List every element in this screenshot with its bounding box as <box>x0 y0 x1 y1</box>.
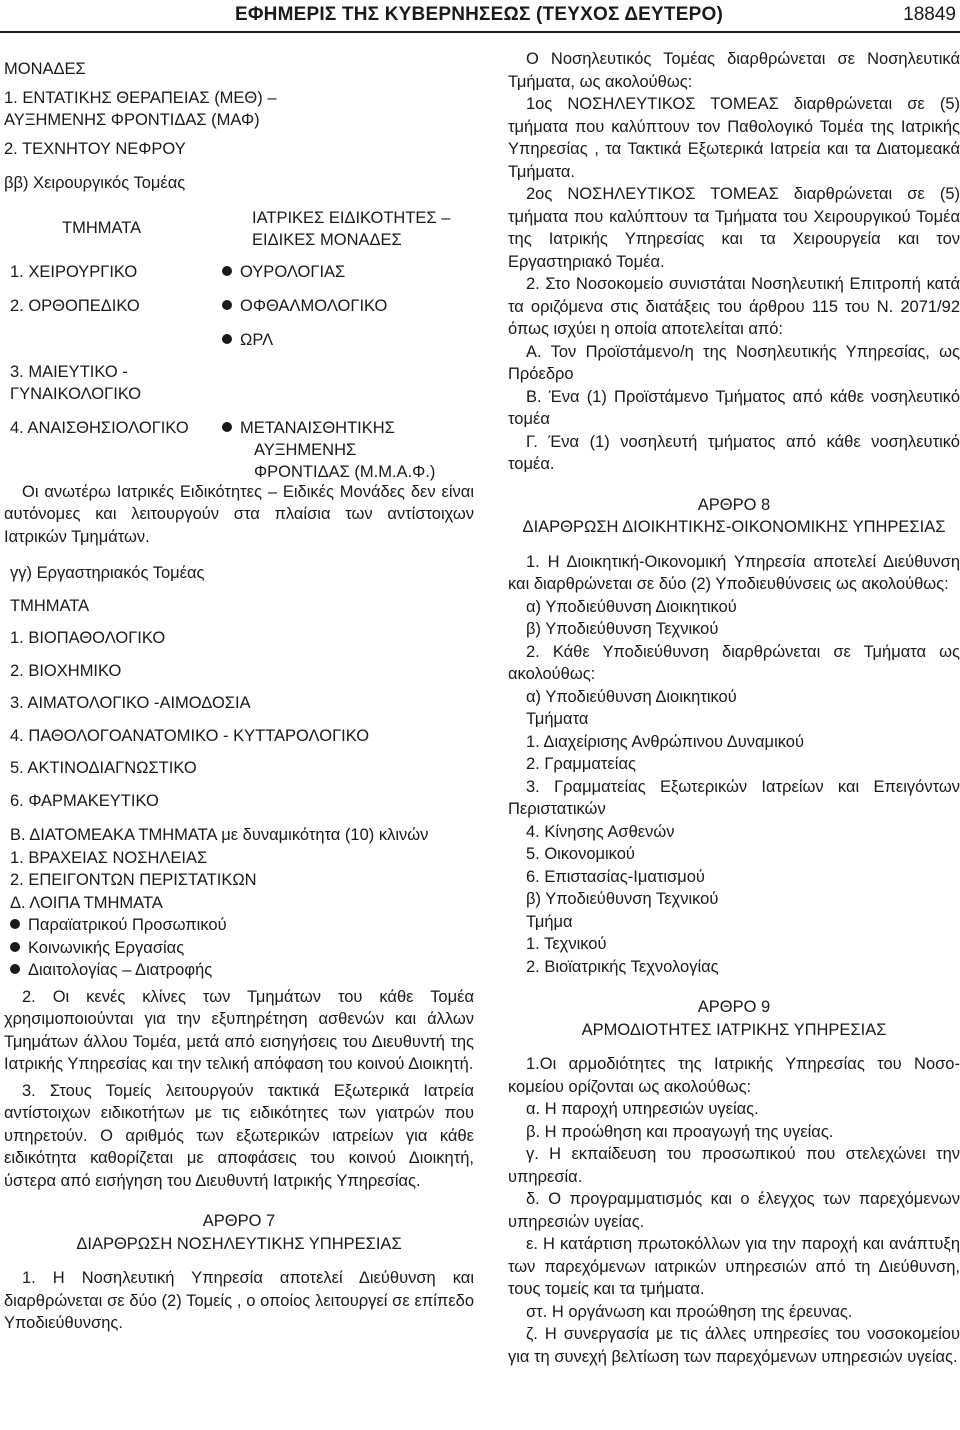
list-item: 2. Βιοϊατρικής Τεχνολογίας <box>526 957 719 976</box>
table-cell: ΟΦΘΑΛΜΟΛΟΓΙΚΟ <box>222 295 387 318</box>
table-header: ΙΑΤΡΙΚΕΣ ΕΙΔΙΚΟΤΗΤΕΣ – <box>252 208 451 227</box>
table-cell: 1. ΧΕΙΡΟΥΡΓΙΚΟ <box>10 262 138 281</box>
list-item: 4. Κίνησης Ασθενών <box>526 822 675 841</box>
lab-header: ΤΜΗΜΑΤΑ <box>10 596 90 615</box>
paragraph: 1.Οι αρμοδιότητες της Ιατρικής Υπηρεσίας του Νοσοκομείου ορίζονται ως ακολούθως: <box>508 1055 960 1096</box>
bullet-icon <box>222 266 232 276</box>
paragraph: 2. Κάθε Υποδιεύθυνση διαρθρώνεται σε Τμήματα ως ακολούθως: <box>508 642 960 683</box>
article-subtitle: ΔΙΑΡΘΡΩΣΗ ΔΙΟΙΚΗΤΙΚΗΣ-ΟΙΚΟΝΟΜΙΚΗΣ ΥΠΗΡΕΣΙΑΣ <box>522 518 946 536</box>
cross-sector-item: 1. ΒΡΑΧΕΙΑΣ ΝΟΣΗΛΕΙΑΣ <box>10 848 208 867</box>
header-rule <box>0 31 960 33</box>
other-department-item: Διαιτολογίας – Διατροφής <box>4 959 474 982</box>
committee-item: Γ. Ένα (1) νοσηλευτή τμήματος από κάθε νοσηλευτικό τομέα. <box>508 432 960 473</box>
list-item: α) Υποδιεύθυνση Διοικητικού <box>526 687 737 706</box>
article-title: ΑΡΘΡΟ 8 <box>697 495 771 514</box>
bullet-icon <box>10 942 20 952</box>
list-item: 6. Επιστασίας-Ιματισμού <box>526 867 705 886</box>
gazette-title: ΕΦΗΜΕΡΙΣ ΤΗΣ ΚΥΒΕΡΝΗΣΕΩΣ (ΤΕΥΧΟΣ ΔΕΥΤΕΡΟ) <box>235 4 723 25</box>
list-item: 5. Οικονομικού <box>526 845 635 863</box>
table-cell: ΦΡΟΝΤΙΔΑΣ (Μ.Μ.Α.Φ.) <box>254 462 436 481</box>
lab-item: 4. ΠΑΘΟΛΟΓΟΑΝΑΤΟΜΙΚΟ - ΚΥΤΤΑΡΟΛΟΓΙΚΟ <box>10 726 370 745</box>
paragraph: 2. Στο Νοσοκομείο συνιστάται Νοσηλευτική Επιτροπή κατά τα οριζόμενα στις διατάξεις του άρθρου 115 του Ν. 2071/92 όπως ισχύει η οποία αποτελείται από: <box>508 275 960 338</box>
other-department-item: Παραϊατρικού Προσωπικού <box>4 914 474 937</box>
bullet-icon <box>222 300 232 310</box>
list-item: δ. Ο προγραμματισμός και ο έλεγχος των παρεχόμενων υπηρεσιών υγείας. <box>508 1190 960 1231</box>
page-number: 18849 <box>903 4 956 25</box>
cross-sector-item: 2. ΕΠΕΙΓΟΝΤΩΝ ΠΕΡΙΣΤΑΤΙΚΩΝ <box>10 871 257 889</box>
paragraph: 2. Οι κενές κλίνες των Τμημάτων του κάθε Τομέα χρησιμοποιούνται για την εξυπηρέτηση ασθενών και άλλων Τμημάτων άλλου Τομέα, μετά από εισηγήσεις του Διευθυντή της Ιατρικής Υπηρεσίας και την τελική απόφαση του κοινού Διοικητή. <box>4 987 474 1073</box>
article-subtitle: ΑΡΜΟΔΙΟΤΗΤΕΣ ΙΑΤΡΙΚΗΣ ΥΠΗΡΕΣΙΑΣ <box>581 1020 887 1039</box>
bullet-icon <box>222 422 232 432</box>
table-header: ΤΜΗΜΑΤΑ <box>62 218 142 237</box>
unit-item: 2. ΤΕΧΝΗΤΟΥ ΝΕΦΡΟΥ <box>4 139 186 158</box>
paragraph: 1ος ΝΟΣΗΛΕΥΤΙΚΟΣ ΤΟΜΕΑΣ διαρθρώνεται σε (5) τμήματα που καλύπτουν τον Παθολογικό Τομέα της Ιατρικής Υπηρεσίας , τα Τακτικά Εξωτερικά Ιατρεία και τα Διατομεακά Τμήματα. <box>508 95 960 181</box>
paragraph: Ο Νοσηλευτικός Τομέας διαρθρώνεται σε Νοσηλευτικά Τμήματα, ως ακολούθως: <box>508 50 960 91</box>
table-cell: 3. ΜΑΙΕΥΤΙΚΟ - <box>10 362 128 381</box>
bullet-icon <box>222 334 232 344</box>
lab-item: 6. ΦΑΡΜΑΚΕΥΤΙΚΟ <box>10 791 159 810</box>
table-cell: 2. ΟΡΘΟΠΕΔΙΚΟ <box>10 296 140 315</box>
lab-item: 3. ΑΙΜΑΤΟΛΟΓΙΚΟ -ΑΙΜΟΔΟΣΙΑ <box>10 694 251 712</box>
list-item: β) Υποδιεύθυνση Τεχνικού <box>526 890 719 908</box>
list-item: β. Η προώθηση και προαγωγή της υγείας. <box>526 1122 834 1141</box>
list-item: στ. Η οργάνωση και προώθηση της έρευνας. <box>526 1302 853 1321</box>
article-title: ΑΡΘΡΟ 9 <box>697 998 771 1016</box>
list-item: ε. Η κατάρτιση πρωτοκόλλων για την παροχή και ανάπτυξη των παρεχόμενων ιατρικών υπηρεσιών από τη Διεύθυνση, τους τομείς και τα τμήματα. <box>508 1235 960 1298</box>
committee-item: Α. Τον Προϊστάμενο/η της Νοσηλευτικής Υπηρεσίας, ως Πρόεδρο <box>508 342 960 383</box>
list-item: Τμήματα <box>526 710 589 728</box>
list-item: γ. Η εκπαίδευση του προσωπικού που στελεχώνει την υπηρεσία. <box>508 1145 960 1186</box>
units-heading: ΜΟΝΑΔΕΣ <box>4 60 86 78</box>
paragraph: 2ος ΝΟΣΗΛΕΥΤΙΚΟΣ ΤΟΜΕΑΣ διαρθρώνεται σε (5) τμήματα που καλύπτουν τα Τμήματα του Χειρουργικού Τομέα της Ιατρικής Υπηρεσίας και τα Χειρουργεία και τον Εργαστηριακό Τομέα. <box>508 185 960 271</box>
table-cell: ΜΕΤΑΝΑΙΣΘΗΤΙΚΗΣ <box>222 417 395 440</box>
unit-item-cont: ΑΥΞΗΜΕΝΗΣ ΦΡΟΝΤΙΔΑΣ (ΜΑΦ) <box>4 111 260 129</box>
section-title: γγ) Εργαστηριακός Τομέας <box>10 564 205 582</box>
table-header: ΕΙΔΙΚΕΣ ΜΟΝΑΔΕΣ <box>252 230 402 249</box>
committee-item: Β. Ένα (1) Προϊστάμενο Τμήματος από κάθε νοσηλευτικό τομέα <box>508 387 960 428</box>
list-item: 1. Τεχνικού <box>526 935 607 953</box>
left-column <box>4 50 474 1335</box>
surgical-table <box>4 207 474 481</box>
table-cell: ΩΡΛ <box>222 329 273 352</box>
lab-item: 5. ΑΚΤΙΝΟΔΙΑΓΝΩΣΤΙΚΟ <box>10 759 197 777</box>
paragraph: 1. Η Νοσηλευτική Υπηρεσία αποτελεί Διεύθυνση και διαρθρώνεται σε δύο (2) Τομείς , ο οποίος λειτουργεί σε επίπεδο Υποδιεύθυνσης. <box>4 1269 474 1332</box>
list-item: β) Υποδιεύθυνση Τεχνικού <box>526 620 719 638</box>
section-title: ββ) Χειρουργικός Τομέας <box>4 174 186 192</box>
bullet-icon <box>10 964 20 974</box>
table-cell: ΟΥΡΟΛΟΓΙΑΣ <box>222 261 345 284</box>
lab-section <box>4 562 474 812</box>
list-item: α. Η παροχή υπηρεσιών υγείας. <box>526 1100 759 1118</box>
cross-sector-title: Β. ΔΙΑΤΟΜΕΑΚΑ ΤΜΗΜΑΤΑ με δυναμικότητα (10) κλινών <box>10 826 429 844</box>
other-department-item: Κοινωνικής Εργασίας <box>4 937 474 960</box>
list-item: α) Υποδιεύθυνση Διοικητικού <box>526 597 737 616</box>
table-cell: ΑΥΞΗΜΕΝΗΣ <box>254 440 357 459</box>
table-cell: ΓΥΝΑΙΚΟΛΟΓΙΚΟ <box>10 384 142 403</box>
page-header <box>0 0 960 32</box>
unit-item: 1. ΕΝΤΑΤΙΚΗΣ ΘΕΡΑΠΕΙΑΣ (ΜΕΘ) – <box>4 88 277 107</box>
bullet-icon <box>10 919 20 929</box>
article-title: ΑΡΘΡΟ 7 <box>202 1212 276 1230</box>
list-item: 2. Γραμματείας <box>526 755 636 773</box>
note-paragraph: Οι ανωτέρω Ιατρικές Ειδικότητες – Ειδικές Μονάδες δεν είναι αυτόνομες και λειτουργούν στα πλαίσια των αντίστοιχων Ιατρικών Τμημάτων. <box>4 482 474 546</box>
article-subtitle: ΔΙΑΡΘΡΩΣΗ ΝΟΣΗΛΕΥΤΙΚΗΣ ΥΠΗΡΕΣΙΑΣ <box>76 1234 402 1253</box>
list-item: 3. Γραμματείας Εξωτερικών Ιατρείων και Επειγόντων Περιστατικών <box>508 777 960 818</box>
table-cell: 4. ΑΝΑΙΣΘΗΣΙΟΛΟΓΙΚΟ <box>10 418 189 437</box>
list-item: Τμήμα <box>526 912 573 931</box>
list-item: ζ. Η συνεργασία με τις άλλες υπηρεσίες του νοσοκομείου για τη συνεχή βελτίωση των παρεχόμενων υπηρεσιών υγείας. <box>508 1325 960 1366</box>
lab-item: 2. ΒΙΟΧΗΜΙΚΟ <box>10 661 122 680</box>
right-column <box>508 48 960 1368</box>
other-departments-title: Δ. ΛΟΙΠΑ ΤΜΗΜΑΤΑ <box>10 893 163 912</box>
paragraph: 1. Η Διοικητική-Οικονομική Υπηρεσία αποτελεί Διεύθυνση και διαρθρώνεται σε δύο (2) Υποδιευθύνσεις ως ακολούθως: <box>508 552 960 593</box>
paragraph: 3. Στους Τομείς λειτουργούν τακτικά Εξωτερικά Ιατρεία αντίστοιχων ειδικοτήτων με τις ειδικότητες των γιατρών που υπηρετούν. Ο αριθμός των εξωτερικών ιατρείων για κάθε ειδικότητα καθορίζεται με αποφάσεις του κοινού Διοικητή, ύστερα από εισήγηση του Διευθυντή Ιατρικής Υπηρεσίας. <box>4 1081 474 1190</box>
lab-item: 1. ΒΙΟΠΑΘΟΛΟΓΙΚΟ <box>10 629 166 647</box>
list-item: 1. Διαχείρισης Ανθρώπινου Δυναμικού <box>526 732 804 751</box>
